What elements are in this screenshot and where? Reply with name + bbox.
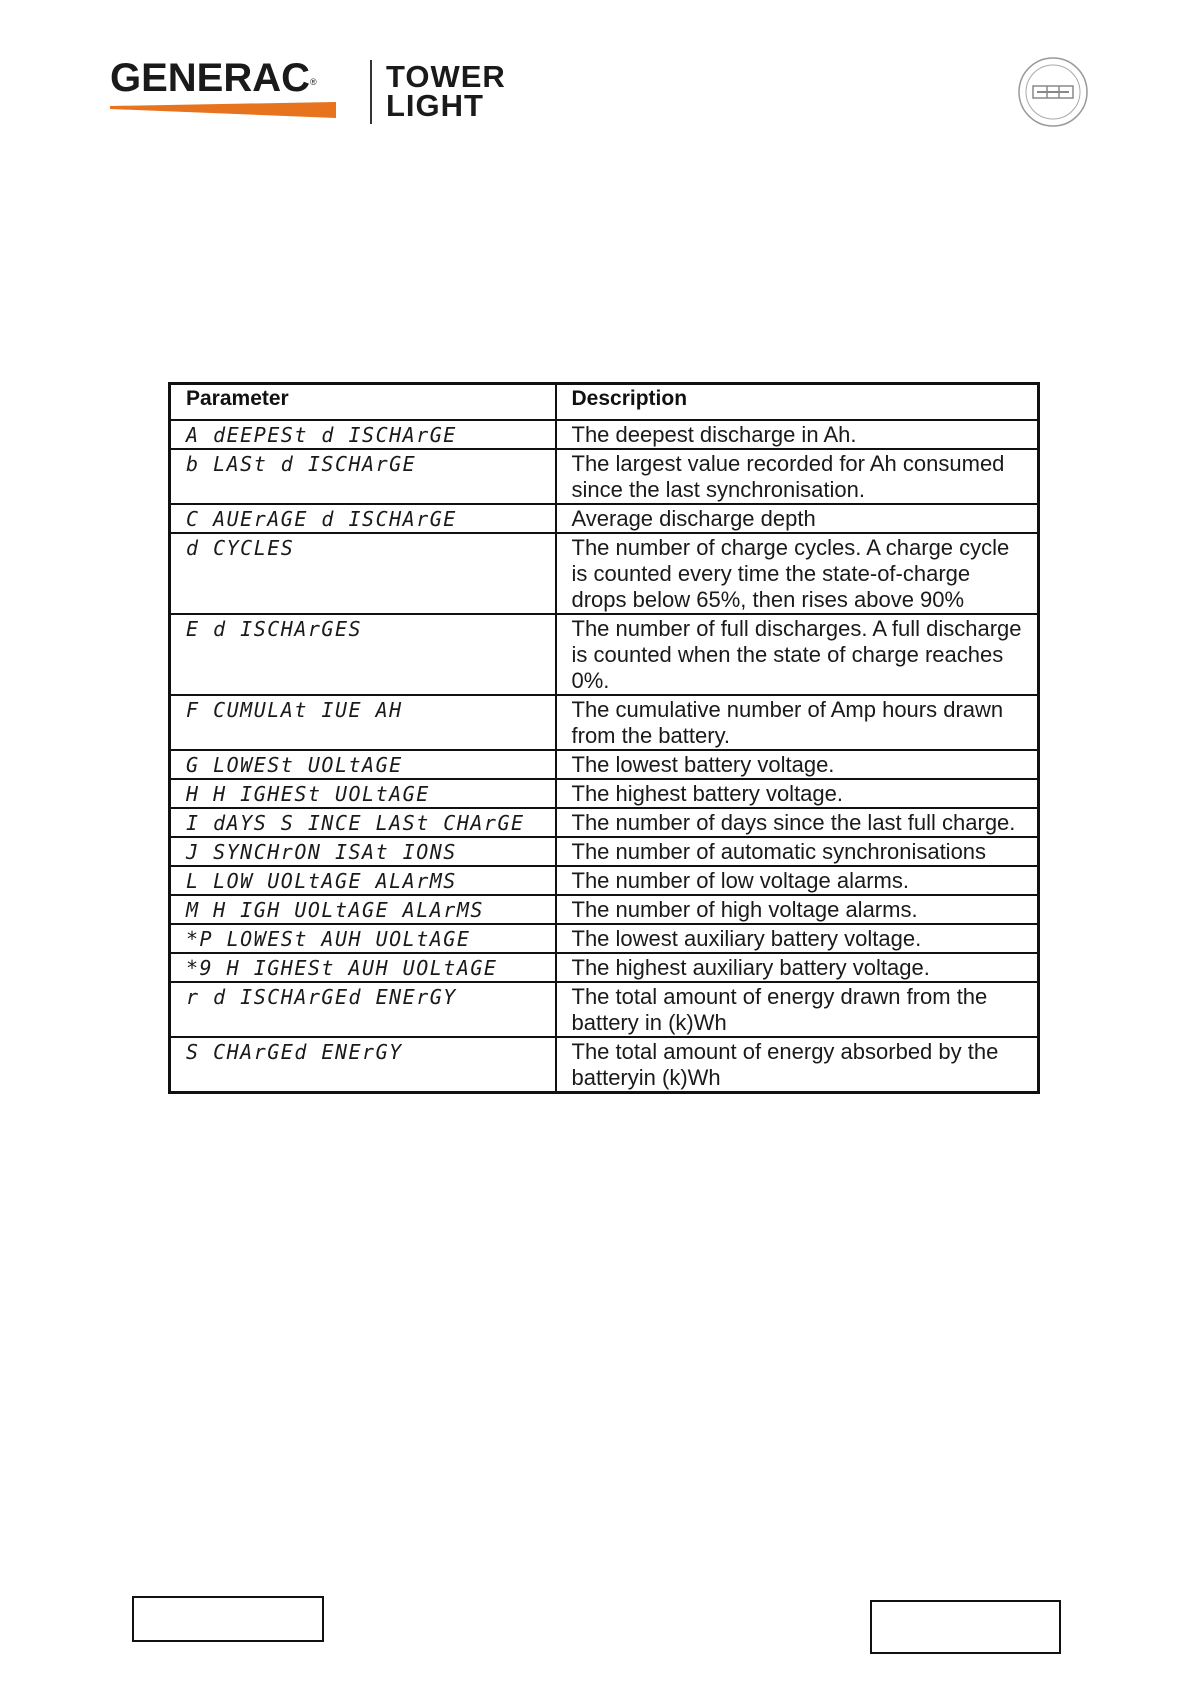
table-row <box>170 449 1039 504</box>
table-row <box>170 614 1039 695</box>
description-cell: The number of days since the last full charge. <box>556 808 1039 837</box>
brand-name: GENERAC <box>110 56 311 100</box>
param-cell: M H IGH UOLtAGE ALArMS <box>170 895 556 924</box>
description-cell: The highest auxiliary battery voltage. <box>556 953 1039 982</box>
description-cell: Average discharge depth <box>556 504 1039 533</box>
description-cell: The cumulative number of Amp hours drawn from the battery. <box>556 695 1039 750</box>
param-cell: J SYNCHrON ISAt IONS <box>170 837 556 866</box>
description-cell: The number of full discharges. A full discharge is counted when the state of charge reaches 0%. <box>556 614 1039 695</box>
table-row <box>170 837 1039 866</box>
header-parameter: Parameter <box>170 384 556 421</box>
table-header-row <box>170 384 1039 421</box>
table-row <box>170 1037 1039 1093</box>
table-row <box>170 953 1039 982</box>
param-cell: F CUMULAt IUE AH <box>170 695 556 750</box>
description-cell: The number of low voltage alarms. <box>556 866 1039 895</box>
logo-divider <box>370 60 372 124</box>
param-cell: d CYCLES <box>170 533 556 614</box>
product-line-title <box>386 59 506 123</box>
description-cell: The number of high voltage alarms. <box>556 895 1039 924</box>
logo-swoosh-icon <box>110 100 355 120</box>
brand-wordmark <box>110 56 317 100</box>
table-row <box>170 982 1039 1037</box>
product-line-1: TOWER <box>386 59 506 94</box>
param-cell: C AUErAGE d ISCHArGE <box>170 504 556 533</box>
param-cell: A dEEPESt d ISCHArGE <box>170 420 556 449</box>
product-line-2: LIGHT <box>386 88 484 123</box>
param-cell: b LASt d ISCHArGE <box>170 449 556 504</box>
param-cell: *9 H IGHESt AUH UOLtAGE <box>170 953 556 982</box>
param-cell: I dAYS S INCE LASt CHArGE <box>170 808 556 837</box>
page-header <box>110 56 1110 136</box>
table-row <box>170 895 1039 924</box>
description-cell: The total amount of energy absorbed by the batteryin (k)Wh <box>556 1037 1039 1093</box>
param-cell: G LOWESt UOLtAGE <box>170 750 556 779</box>
footer-right-box <box>870 1600 1061 1654</box>
param-cell: S CHArGEd ENErGY <box>170 1037 556 1093</box>
table-row <box>170 808 1039 837</box>
param-cell: H H IGHESt UOLtAGE <box>170 779 556 808</box>
table-row <box>170 504 1039 533</box>
table-row <box>170 779 1039 808</box>
param-cell: L LOW UOLtAGE ALArMS <box>170 866 556 895</box>
description-cell: The lowest battery voltage. <box>556 750 1039 779</box>
description-cell: The number of charge cycles. A charge cycle is counted every time the state-of-charge drops below 65%, then rises above 90% <box>556 533 1039 614</box>
registered-mark: ® <box>310 77 317 87</box>
generac-logo <box>110 56 360 126</box>
certification-seal-icon <box>1017 56 1089 128</box>
param-cell: *P LOWESt AUH UOLtAGE <box>170 924 556 953</box>
table-row <box>170 533 1039 614</box>
description-cell: The largest value recorded for Ah consumed since the last synchronisation. <box>556 449 1039 504</box>
param-cell: E d ISCHArGES <box>170 614 556 695</box>
table-row <box>170 866 1039 895</box>
table-row <box>170 924 1039 953</box>
parameter-table <box>168 382 1040 1094</box>
description-cell: The total amount of energy drawn from the battery in (k)Wh <box>556 982 1039 1037</box>
table-row <box>170 695 1039 750</box>
table-row <box>170 420 1039 449</box>
param-cell: r d ISCHArGEd ENErGY <box>170 982 556 1037</box>
footer-left-box <box>132 1596 324 1642</box>
description-cell: The deepest discharge in Ah. <box>556 420 1039 449</box>
description-cell: The lowest auxiliary battery voltage. <box>556 924 1039 953</box>
description-cell: The highest battery voltage. <box>556 779 1039 808</box>
description-cell: The number of automatic synchronisations <box>556 837 1039 866</box>
table-row <box>170 750 1039 779</box>
header-description: Description <box>556 384 1039 421</box>
